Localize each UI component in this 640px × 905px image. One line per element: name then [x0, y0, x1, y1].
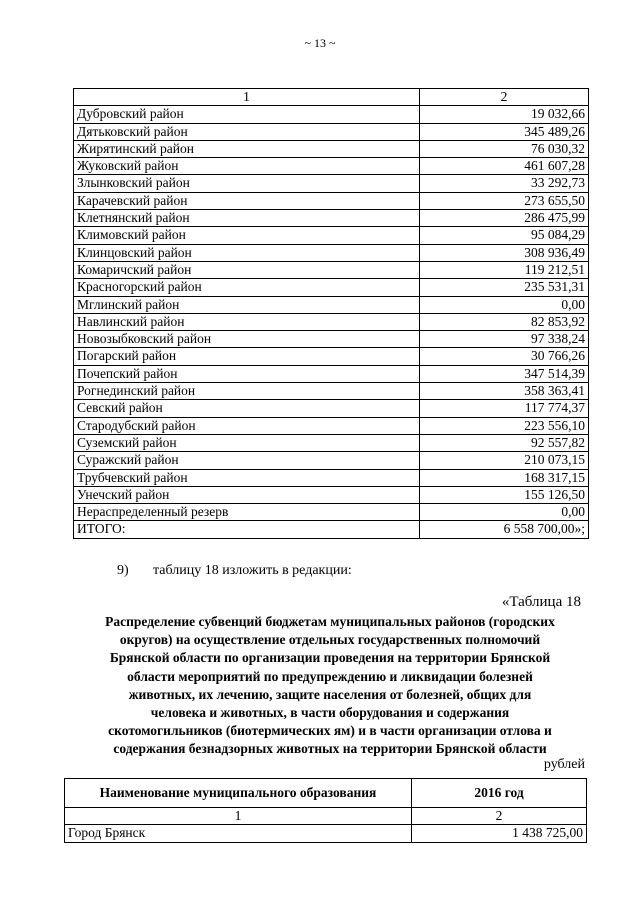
- amount-value: 223 556,10: [420, 417, 589, 434]
- municipality-name: Город Брянск: [65, 825, 412, 842]
- table-row: [74, 175, 589, 192]
- amount-value: 30 766,26: [420, 348, 589, 365]
- amendment-instruction: [117, 563, 352, 579]
- municipality-name: Жирятинский район: [74, 140, 420, 157]
- municipality-name: Севский район: [74, 400, 420, 417]
- municipality-name: Клинцовский район: [74, 244, 420, 261]
- column-number-1: 1: [74, 89, 420, 106]
- table-row: [74, 504, 589, 521]
- table-heading: [70, 613, 590, 759]
- municipality-name: Клетнянский район: [74, 210, 420, 227]
- table-row: [74, 434, 589, 451]
- municipality-name: Жуковский район: [74, 158, 420, 175]
- table-row: [74, 227, 589, 244]
- column-number-2: 2: [412, 808, 587, 825]
- table-18: [64, 778, 587, 843]
- amount-value: 117 774,37: [420, 400, 589, 417]
- amount-value: 92 557,82: [420, 434, 589, 451]
- subvention-table-continued: [73, 88, 589, 539]
- header-row: [65, 779, 587, 808]
- municipality-name: Трубчевский район: [74, 469, 420, 486]
- page-number: ~ 13 ~: [304, 36, 336, 50]
- amount-value: 0,00: [420, 504, 589, 521]
- table-row: [74, 192, 589, 209]
- column-number-row: [65, 808, 587, 825]
- units-label: рублей: [543, 757, 585, 772]
- municipality-name: Суземский район: [74, 434, 420, 451]
- municipality-name: Навлинский район: [74, 313, 420, 330]
- amount-value: 345 489,26: [420, 123, 589, 140]
- municipality-name: Карачевский район: [74, 192, 420, 209]
- municipality-name: Злынковский район: [74, 175, 420, 192]
- heading-line: скотомогильников (биотермических ям) и в части организации отлова и: [108, 723, 552, 739]
- municipality-name: Дубровский район: [74, 106, 420, 123]
- instruction-text: таблицу 18 изложить в редакции:: [153, 563, 352, 578]
- table-row: [74, 521, 589, 538]
- table-row: [74, 244, 589, 261]
- amount-value: 33 292,73: [420, 175, 589, 192]
- column-number-row: [74, 89, 589, 106]
- municipality-name: Красногорский район: [74, 279, 420, 296]
- municipality-name: Климовский район: [74, 227, 420, 244]
- table-row: [74, 383, 589, 400]
- table-row: [74, 296, 589, 313]
- municipality-name: Комаричский район: [74, 261, 420, 278]
- municipality-name: Унечский район: [74, 486, 420, 503]
- table-row: [74, 123, 589, 140]
- municipality-name: Суражский район: [74, 452, 420, 469]
- amount-value: 235 531,31: [420, 279, 589, 296]
- municipality-name: ИТОГО:: [74, 521, 420, 538]
- table-row: [74, 279, 589, 296]
- amount-value: 82 853,92: [420, 313, 589, 330]
- amount-value: 97 338,24: [420, 331, 589, 348]
- amount-value: 210 073,15: [420, 452, 589, 469]
- table-row: [74, 348, 589, 365]
- municipality-name: Дятьковский район: [74, 123, 420, 140]
- amount-value: 1 438 725,00: [412, 825, 587, 842]
- amount-value: 461 607,28: [420, 158, 589, 175]
- amount-value: 76 030,32: [420, 140, 589, 157]
- table-row: [74, 261, 589, 278]
- amount-value: 358 363,41: [420, 383, 589, 400]
- instruction-number: 9): [117, 563, 129, 578]
- amount-value: 308 936,49: [420, 244, 589, 261]
- table-row: [74, 365, 589, 382]
- heading-line: человека и животных, в части оборудования и содержания: [150, 705, 510, 721]
- table-row: [74, 140, 589, 157]
- heading-line: животных, их лечению, защите населения от болезней, общих для: [128, 686, 532, 702]
- table-row: [74, 400, 589, 417]
- table-row: [74, 158, 589, 175]
- amount-value: 6 558 700,00»;: [420, 521, 589, 538]
- municipality-name: Почепский район: [74, 365, 420, 382]
- amount-value: 347 514,39: [420, 365, 589, 382]
- table-row: [74, 469, 589, 486]
- municipality-name: Нераспределенный резерв: [74, 504, 420, 521]
- amount-value: 0,00: [420, 296, 589, 313]
- column-number-1: 1: [65, 808, 412, 825]
- amount-value: 273 655,50: [420, 192, 589, 209]
- header-municipality: Наименование муниципального образования: [65, 779, 412, 808]
- amount-value: 95 084,29: [420, 227, 589, 244]
- heading-line: области мероприятий по предупреждению и ликвидации болезней: [127, 668, 533, 684]
- table-row: [74, 331, 589, 348]
- amount-value: 168 317,15: [420, 469, 589, 486]
- heading-line: Распределение субвенций бюджетам муниципальных районов (городских: [105, 614, 555, 629]
- heading-line: содержания безнадзорных животных на территории Брянской области: [113, 741, 547, 757]
- heading-line: Брянской области по организации проведения на территории Брянской: [109, 650, 551, 666]
- table-row: [74, 210, 589, 227]
- amount-value: 119 212,51: [420, 261, 589, 278]
- municipality-name: Стародубский район: [74, 417, 420, 434]
- municipality-name: Новозыбковский район: [74, 331, 420, 348]
- table-row: [74, 452, 589, 469]
- table-row: [65, 825, 587, 842]
- column-number-2: 2: [420, 89, 589, 106]
- table-row: [74, 313, 589, 330]
- table-row: [74, 417, 589, 434]
- table-row: [74, 486, 589, 503]
- municipality-name: Погарский район: [74, 348, 420, 365]
- amount-value: 19 032,66: [420, 106, 589, 123]
- header-year: 2016 год: [412, 779, 587, 808]
- municipality-name: Рогнединский район: [74, 383, 420, 400]
- table-row: [74, 106, 589, 123]
- amount-value: 286 475,99: [420, 210, 589, 227]
- table-label: «Таблица 18: [501, 594, 581, 610]
- municipality-name: Мглинский район: [74, 296, 420, 313]
- amount-value: 155 126,50: [420, 486, 589, 503]
- heading-line: округов) на осуществление отдельных государственных полномочий: [119, 632, 541, 648]
